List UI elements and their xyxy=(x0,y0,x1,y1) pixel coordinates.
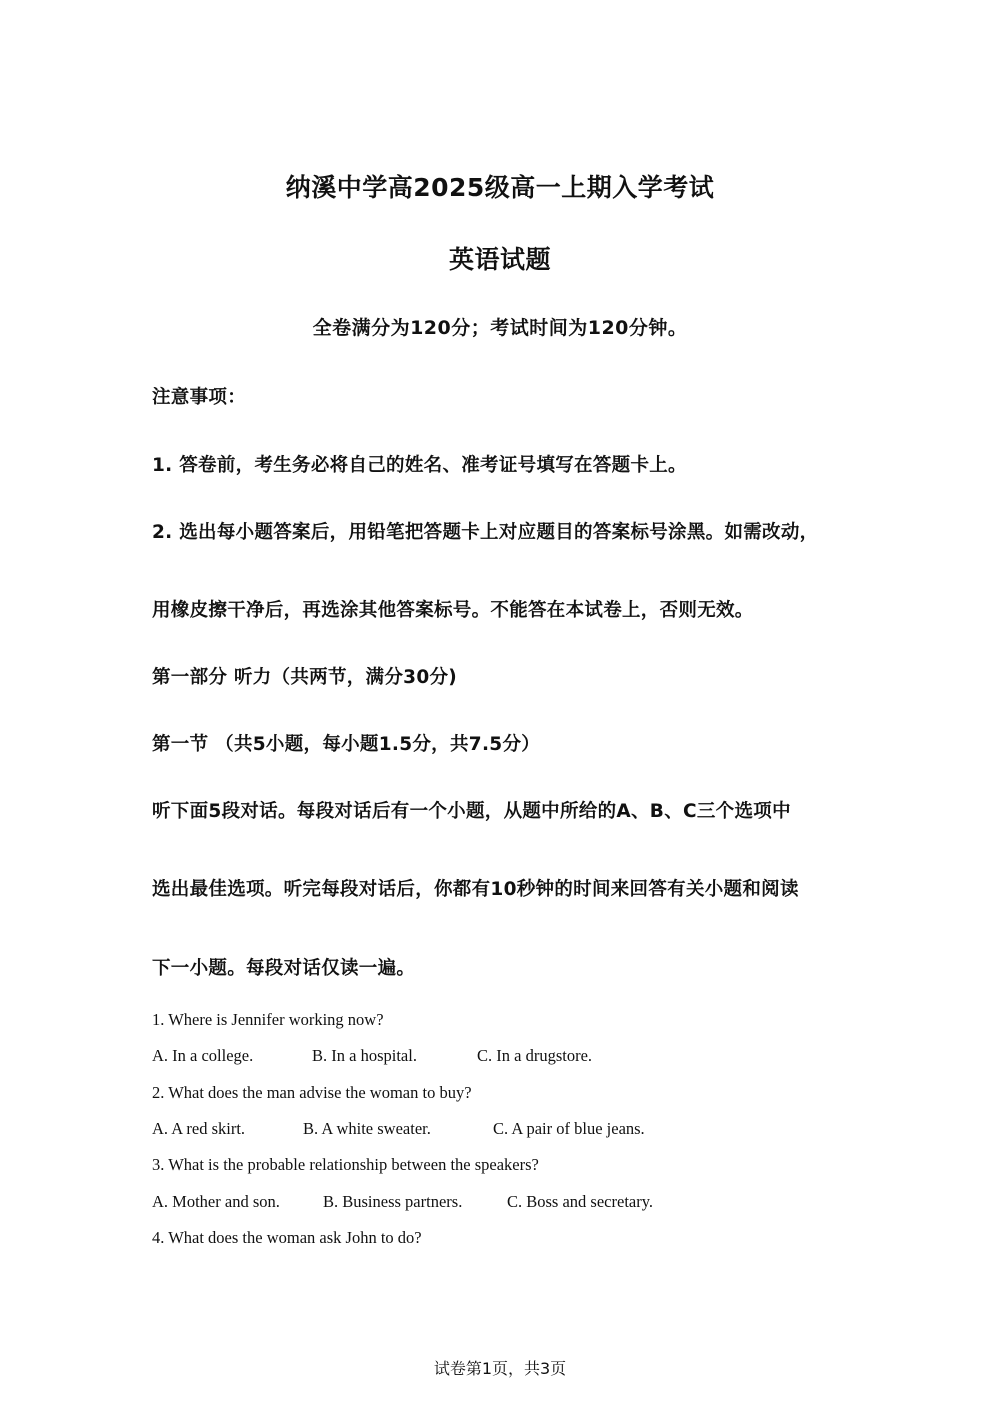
question-4-stem: 4. What does the woman ask John to do? xyxy=(152,1228,422,1247)
question-2-stem: 2. What does the man advise the woman to buy? xyxy=(152,1083,472,1102)
question-1-stem: 1. Where is Jennifer working now? xyxy=(152,1010,384,1029)
instruction-line-2: 选出最佳选项。听完每段对话后，你都有10秒钟的时间来回答有关小题和阅读 xyxy=(152,879,799,900)
question-1-option-a: A. In a college. xyxy=(152,1046,254,1065)
question-3-option-c: C. Boss and secretary. xyxy=(507,1192,654,1211)
question-1-option-c: C. In a drugstore. xyxy=(477,1046,593,1065)
question-3-option-b: B. Business partners. xyxy=(323,1192,463,1211)
instruction-line-3: 下一小题。每段对话仅读一遍。 xyxy=(152,958,416,979)
notes-heading: 注意事项： xyxy=(152,387,247,408)
part1-heading: 第一部分 听力（共两节，满分30分) xyxy=(152,667,458,688)
question-2-option-c: C. A pair of blue jeans. xyxy=(493,1119,645,1138)
score-info: 全卷满分为120分；考试时间为120分钟。 xyxy=(312,317,688,339)
instruction-line-1: 听下面5段对话。每段对话后有一个小题，从题中所给的A、B、C三个选项中 xyxy=(152,801,791,822)
section1-heading: 第一节 （共5小题，每小题1.5分，共7.5分） xyxy=(152,734,541,755)
question-1-option-b: B. In a hospital. xyxy=(312,1046,417,1065)
question-3-option-a: A. Mother and son. xyxy=(152,1192,280,1211)
exam-title: 纳溪中学高2025级高一上期入学考试 xyxy=(285,173,715,202)
question-2-option-b: B. A white sweater. xyxy=(303,1119,431,1138)
note-item-2-line-2: 用橡皮擦干净后，再选涂其他答案标号。不能答在本试卷上，否则无效。 xyxy=(152,600,754,621)
question-2-option-a: A. A red skirt. xyxy=(152,1119,246,1138)
exam-subtitle: 英语试题 xyxy=(448,245,551,274)
question-3-stem: 3. What is the probable relationship between the speakers? xyxy=(152,1155,539,1174)
note-item-1: 1. 答卷前，考生务必将自己的姓名、准考证号填写在答题卡上。 xyxy=(152,455,687,476)
note-item-2-line-1: 2. 选出每小题答案后，用铅笔把答题卡上对应题目的答案标号涂黑。如需改动， xyxy=(152,522,819,543)
page-footer: 试卷第1页，共3页 xyxy=(433,1359,567,1378)
